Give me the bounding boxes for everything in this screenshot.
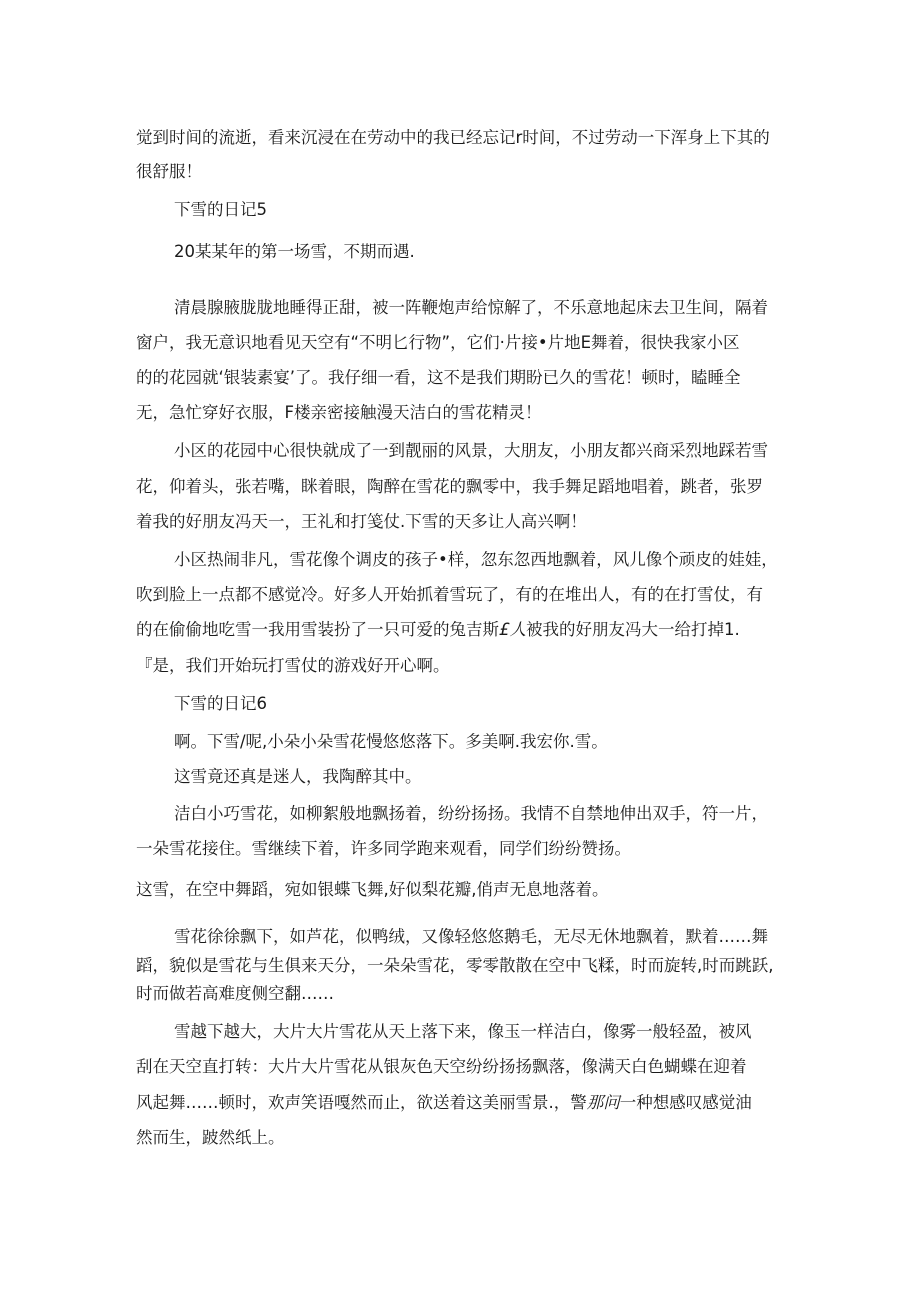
text-line: 时而做若高难度侧空翻……: [136, 984, 334, 1003]
section-heading: 下雪的日记5: [174, 200, 267, 219]
text-line: 『是，我们开始玩打雪仗的游戏好开心啊。: [136, 656, 450, 675]
text-line: 20某某年的第一场雪，不期而遇.: [174, 242, 415, 261]
text-line: 着我的好朋友冯天一，王礼和打笺仗.下雪的天多让人高兴啊！: [136, 512, 587, 531]
text-line: 然而生，跛然纸上。: [136, 1128, 285, 1147]
text-line: 小区的花园中心很快就成了一到靓丽的风景，大朋友，小朋友都兴商采烈地踩若雪: [174, 441, 768, 460]
text-span-italic: 那问: [586, 1093, 620, 1112]
text-line: 这雪竟还真是迷人，我陶醉其中。: [174, 767, 422, 786]
text-line: 无，急忙穿好衣服，F楼亲密接触漫天洁白的雪花精灵！: [136, 403, 542, 422]
text-line: 一朵雪花接住。雪继续下着，许多同学跑来观看，同学们纷纷赞扬。: [136, 839, 631, 858]
section-heading: 下雪的日记6: [174, 694, 267, 713]
text-line: 雪越下越大，大片大片雪花从天上落下来，像玉一样洁白，像雾一般轻盈，被风: [174, 1022, 752, 1041]
text-line: 啊。下雪/呢,小朵小朵雪花慢悠悠落下。多美啊.我宏你.雪。: [174, 732, 608, 751]
text-line: 觉到时间的流逝，看来沉浸在在劳动中的我已经忘记r时间，不过劳动一下浑身上下其的: [136, 128, 770, 147]
text-span: 被我的好朋友冯大一给打掉1.: [526, 620, 740, 639]
text-span: 的在偷偷地吃雪一我用雪装扮了一只可爱的兔吉斯: [136, 620, 499, 639]
text-line: 吹到脸上一点都不感觉冷。好多人开始抓着雪玩了，有的在堆出人，有的在打雪仗，有: [136, 585, 763, 604]
text-line: 小区热闹非凡，雪花像个调皮的孩子•样，忽东忽西地飘着，风儿像个顽皮的娃娃，: [174, 550, 778, 569]
text-line: 这雪，在空中舞蹈，宛如银蝶飞舞,好似梨花瓣,俏声无息地落着。: [136, 880, 609, 899]
text-line: 刮在天空直打转：大片大片雪花从银灰色天空纷纷扬扬飘落，像满天白色蝴蝶在迎着: [136, 1057, 747, 1076]
text-line: 窗户，我无意识地看见天空有“不明匕行物”，它们·片接•片地E舞着，很快我家小区: [136, 333, 740, 352]
text-line: 雪花徐徐飘下，如芦花，似鸭绒，又像轻悠悠鹅毛，无尽无休地飘着，默着……舞: [174, 927, 768, 946]
text-line: 花，仰着头，张若嘴，眯着眼，陶醉在雪花的飘零中，我手舞足蹈地唱着，跳者，张罗: [136, 477, 763, 496]
text-line: 很舒服！: [136, 162, 202, 181]
text-span: 一种想感叹感觉油: [619, 1093, 752, 1112]
text-line: 洁白小巧雪花，如柳絮般地飘扬着，纷纷扬扬。我情不自禁地伸出双手，符一片，: [174, 804, 768, 823]
text-line: 清晨腺腋胧胧地睡得正甜，被一阵鞭炮声给惊解了，不乐意地起床去卫生间，隔着: [174, 298, 768, 317]
text-line: [136, 620, 740, 640]
text-line: [136, 1093, 752, 1113]
text-span-italic: £人: [499, 620, 526, 639]
text-line: 的的花园就‘银装素宴’了。我仔细一看，这不是我们期盼已久的雪花！顿时，瞌睡全: [136, 368, 741, 387]
text-span: 风起舞……顿时，欢声笑语嘎然而止，欲送着这美丽雪景.，警: [136, 1093, 587, 1112]
text-line: 蹈，貌似是雪花与生俱来天分，一朵朵雪花，零零散散在空中飞糅，时而旋转,时而跳跃,: [136, 956, 774, 975]
